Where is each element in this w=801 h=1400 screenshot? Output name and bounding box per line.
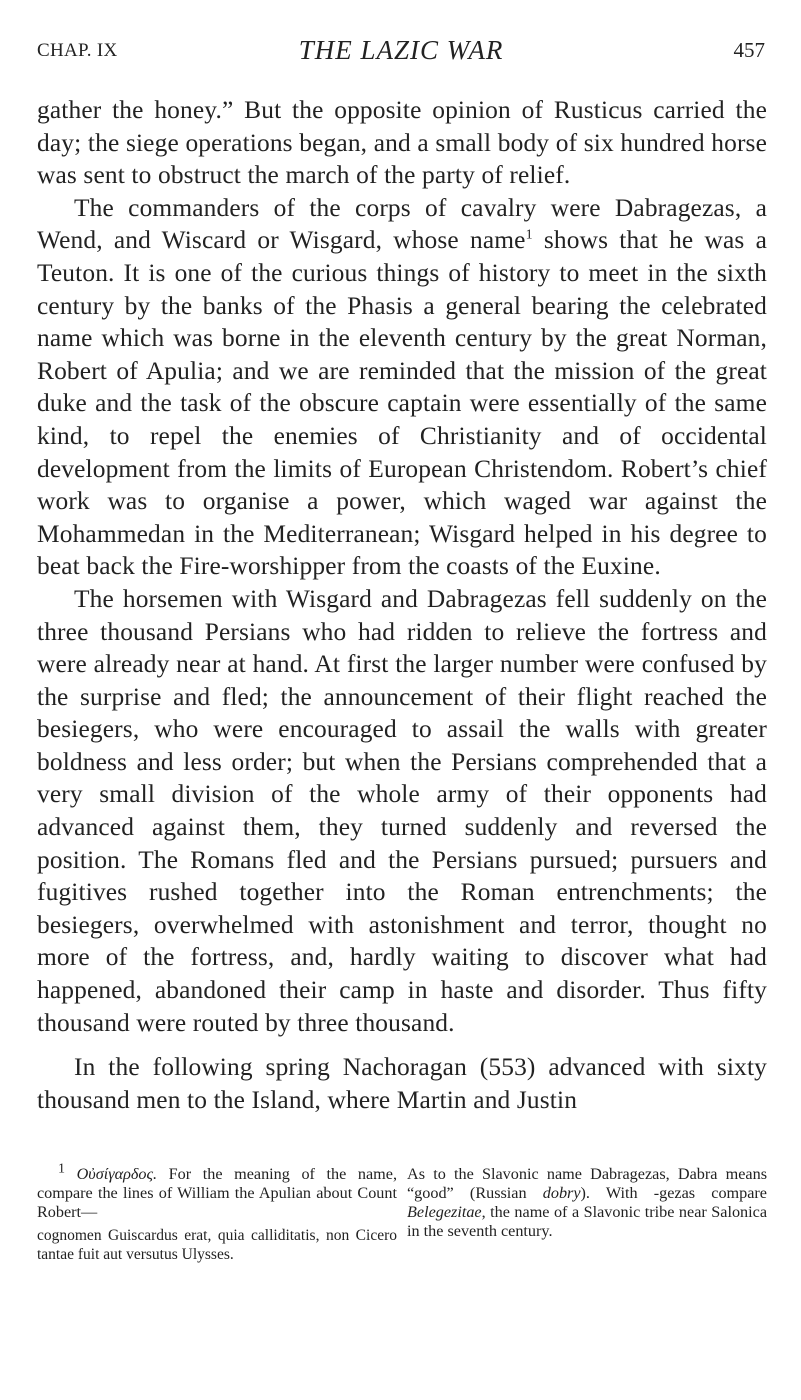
paragraph-text: shows that he was a Teuton. It is one of the curious things of history to meet in the sixth century by the banks of the Phasis a general bearing the celebrated name which was borne in the eleventh century by the great Norman, Robert of Apulia; and we are reminded that the mission of the great duke and the task of the obscure captain were essentially of the same kind, to repel the enemies of Christianity and of occidental development from the limits of European Christendom. Robert’s chief work was to organise a power, which waged war against the Mohammedan in the Mediterranean; Wisgard helped in his degree to beat back the Fire-worshipper from the coasts of the Euxine. bbox=[37, 226, 767, 581]
latin-quotation: cognomen Guiscardus erat, quia calliditatis, non Cicero tantae fuit aut versutus Ulysses. bbox=[37, 1227, 397, 1263]
running-header bbox=[37, 30, 765, 70]
footnote-1-continued bbox=[407, 1165, 767, 1241]
paragraph-commanders bbox=[37, 192, 767, 583]
paragraph-text: The commanders of the corps of cavalry were Dabragezas, a Wend, and Wiscard or Wisgard, whose name bbox=[37, 193, 767, 255]
page-number: 457 bbox=[733, 38, 765, 62]
paragraph-horsemen: The horsemen with Wisgard and Dabragezas fell suddenly on the three thousand Persians who had ridden to relieve the fortress and were already near at hand. At first the larger number were confused by the surprise and fled; the announcement of their flight reached the besiegers, who were encouraged to assail the walls with greater boldness and less order; but when the Persians comprehended that a very small division of the whole army of their opponents had advanced against them, they turned suddenly and reversed the position. The Romans fled and the Persians pursued; pursuers and fugitives rushed together into the Roman entrenchments; the besiegers, overwhelmed with astonishment and terror, thought no more of the fortress, and, hardly waiting to discover what had happened, abandoned their camp in haste and disorder. Thus fifty thousand were routed by three thousand. bbox=[37, 584, 767, 1037]
footnote-reference[interactable]: 1 bbox=[525, 227, 533, 243]
paragraph-continued: gather the honey.” But the opposite opinion of Rusticus carried the day; the siege operations began, and a small body of six hundred horse was sent to obstruct the march of the party of relief. bbox=[37, 96, 767, 190]
footnotes bbox=[37, 1161, 767, 1264]
footnote-text: , the name of a Slavonic tribe near Salonica in the seventh century. bbox=[407, 1203, 767, 1240]
footnote-text: As to the Slavonic name Dabragezas, Dabra means “good” (Russian bbox=[407, 1165, 767, 1202]
main-text bbox=[37, 94, 767, 1116]
footnote-number: 1 bbox=[58, 1161, 65, 1177]
footnote-left-column bbox=[37, 1161, 397, 1264]
russian-word: dobry bbox=[542, 1184, 581, 1202]
running-title: THE LAZIC WAR bbox=[298, 35, 504, 65]
footnote-right-column bbox=[407, 1165, 767, 1264]
chapter-label: CHAP. IX bbox=[37, 40, 118, 61]
paragraph-spring: In the following spring Nachoragan (553) advanced with sixty thousand men to the Island, where Martin and Justin bbox=[37, 1053, 767, 1114]
footnote-1 bbox=[37, 1161, 397, 1222]
footnote-text: ). With -gezas compare bbox=[580, 1184, 767, 1202]
greek-name: Οὐσίγαρδος. bbox=[76, 1165, 158, 1183]
tribe-name: Belegezitae bbox=[407, 1203, 482, 1221]
footnote-text: For the meaning of the name, compare the lines of William the Apulian about Count Robert— bbox=[37, 1165, 397, 1221]
